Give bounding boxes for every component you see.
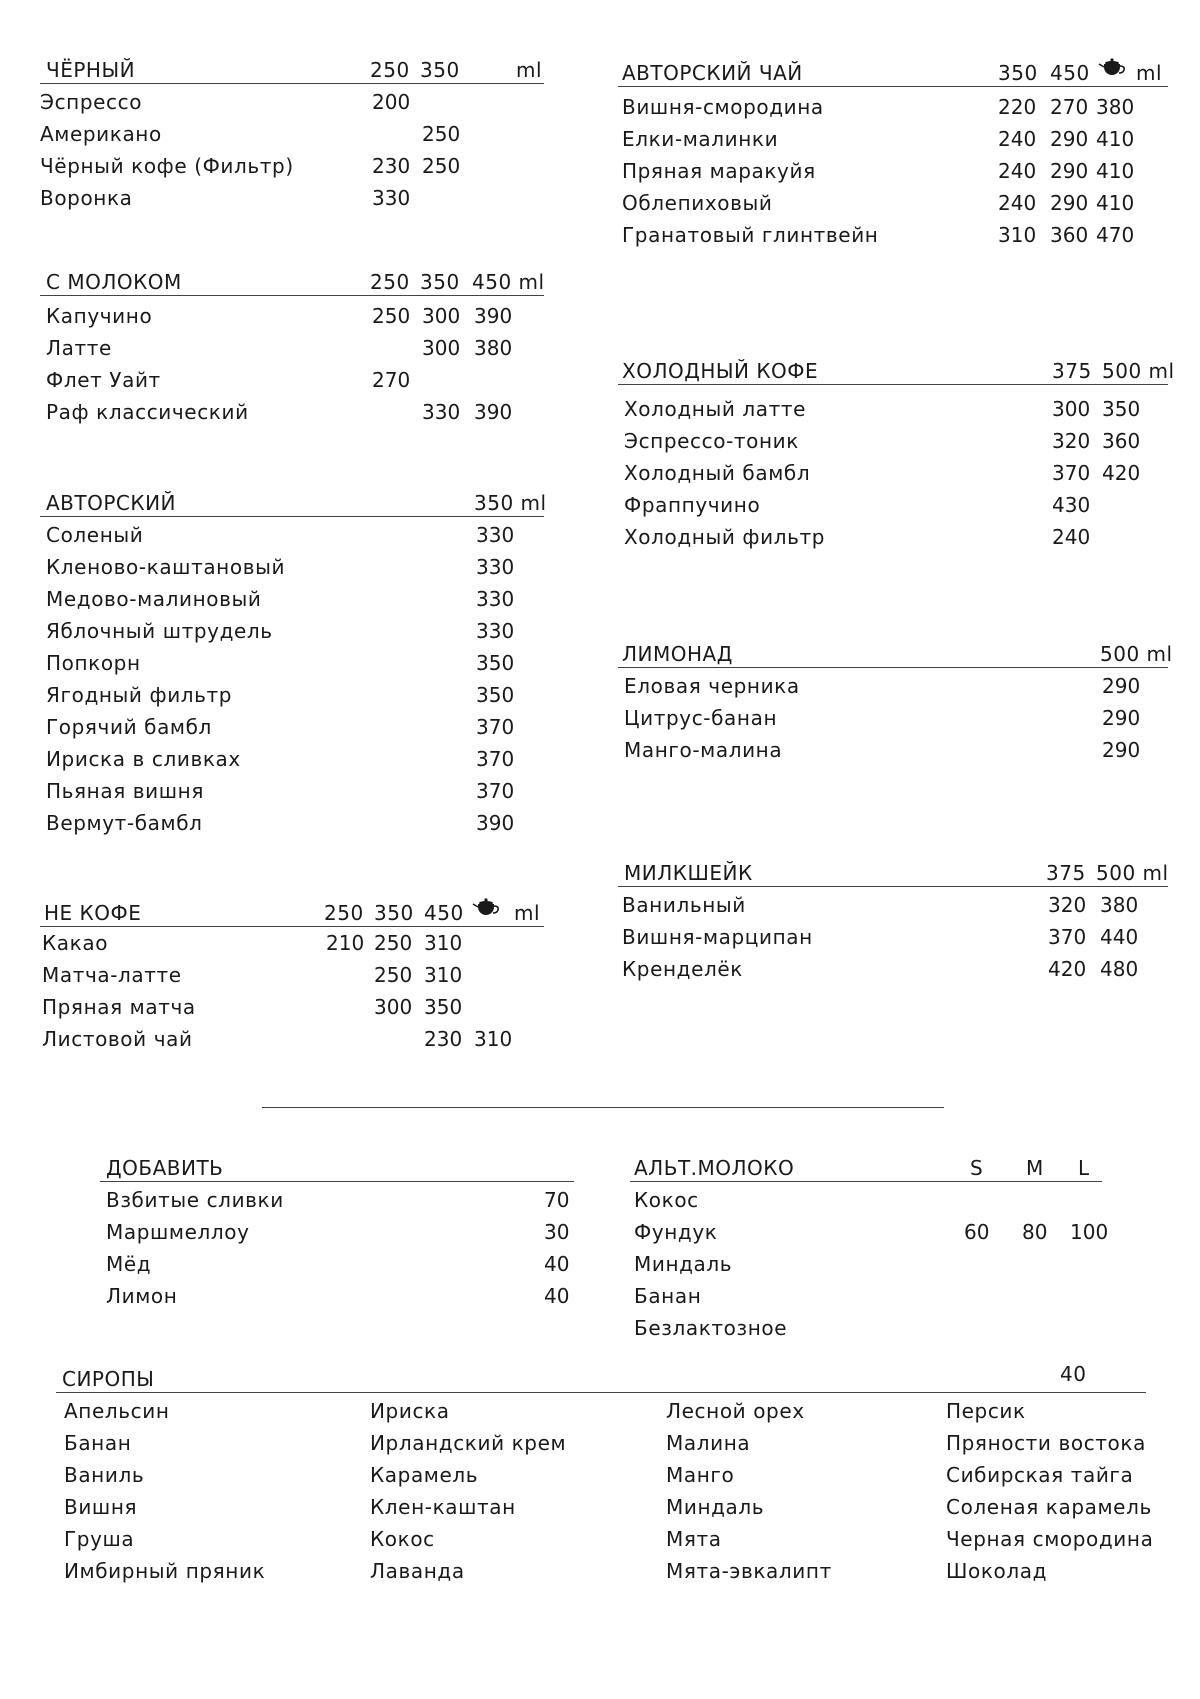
section-title: АВТОРСКИЙ [46, 491, 177, 515]
item-name: Ваниль [64, 1463, 145, 1487]
item-name: Манго-малина [624, 738, 783, 762]
item-price: 290 [1050, 159, 1089, 183]
item-price: 290 [1050, 127, 1089, 151]
menu-item [630, 1184, 1102, 1216]
item-name: Манго [666, 1463, 735, 1487]
item-price: 290 [1050, 191, 1089, 215]
item-name: Безлактозное [634, 1316, 788, 1340]
item-name: Елки-малинки [622, 127, 779, 151]
item-price: 40 [544, 1284, 570, 1308]
size-label: 250 [370, 58, 410, 82]
item-price: 350 [1102, 397, 1141, 421]
item-name: Латте [46, 336, 112, 360]
item-name: Кленово-каштановый [46, 555, 286, 579]
menu-item [40, 551, 544, 583]
menu-item [40, 743, 544, 775]
section-syrups [56, 1362, 1146, 1393]
item-price: 30 [544, 1220, 570, 1244]
section-header [100, 1155, 574, 1182]
item-price: 390 [476, 811, 515, 835]
item-name: Взбитые сливки [106, 1188, 284, 1212]
menu-item [618, 889, 1168, 921]
item-name: Клен-каштан [370, 1495, 516, 1519]
item-name: Кокос [370, 1527, 435, 1551]
item-name: Вишня-марципан [622, 925, 813, 949]
menu-item [40, 679, 544, 711]
item-name: Воронка [40, 186, 133, 210]
item-price: 320 [1048, 893, 1087, 917]
size-label: 450 ml [472, 270, 545, 294]
unit-label: ml [516, 58, 543, 82]
item-price: 350 [476, 683, 515, 707]
size-label: 250 [370, 270, 410, 294]
item-price: 250 [422, 154, 461, 178]
menu-item [40, 775, 544, 807]
section-milk [40, 269, 544, 428]
item-name: Черная смородина [946, 1527, 1154, 1551]
item-name: Пряности востока [946, 1431, 1146, 1455]
menu-item [618, 670, 1168, 702]
menu-item [40, 959, 544, 991]
section-header [618, 358, 1175, 385]
item-name: Пьяная вишня [46, 779, 204, 803]
item-price: 370 [1048, 925, 1087, 949]
item-price: 360 [1050, 223, 1089, 247]
menu-item [40, 150, 544, 182]
menu-item [618, 489, 1168, 521]
section-header [40, 269, 544, 296]
item-name: Капучино [46, 304, 153, 328]
menu-item [40, 615, 544, 647]
item-price: 320 [1052, 429, 1091, 453]
item-price: 250 [374, 963, 413, 987]
item-price: 310 [424, 963, 463, 987]
item-price: 270 [1050, 95, 1089, 119]
teapot-icon [1098, 55, 1128, 84]
item-name: Соленый [46, 523, 144, 547]
item-name: Холодный бамбл [624, 461, 811, 485]
menu-item [630, 1248, 1102, 1280]
item-name: Вишня [64, 1495, 138, 1519]
item-price: 300 [422, 336, 461, 360]
size-label: 350 [998, 61, 1038, 85]
item-price: 420 [1102, 461, 1141, 485]
item-price: 240 [998, 159, 1037, 183]
item-price: 390 [474, 304, 513, 328]
item-name: Гранатовый глинтвейн [622, 223, 879, 247]
item-price: 420 [1048, 957, 1087, 981]
item-price: 330 [476, 523, 515, 547]
item-name: Миндаль [634, 1252, 733, 1276]
item-price: 370 [476, 715, 515, 739]
item-name: Лаванда [370, 1559, 465, 1583]
item-name: Фундук [634, 1220, 718, 1244]
menu-item [618, 219, 1168, 251]
menu-item [618, 123, 1168, 155]
item-name: Облепиховый [622, 191, 773, 215]
section-title: АЛЬТ.МОЛОКО [634, 1156, 795, 1180]
item-price: 230 [424, 1027, 463, 1051]
item-name: Банан [64, 1431, 132, 1455]
item-name: Маршмеллоу [106, 1220, 250, 1244]
item-price: 330 [476, 619, 515, 643]
size-label: 450 [1050, 61, 1090, 85]
syrup-price: 40 [1060, 1362, 1087, 1386]
section-header [618, 860, 1168, 887]
item-price: 300 [374, 995, 413, 1019]
section-title: ЧЁРНЫЙ [46, 58, 136, 82]
menu-item [618, 393, 1168, 425]
item-price: 100 [1070, 1220, 1109, 1244]
item-price: 240 [998, 127, 1037, 151]
section-divider [262, 1107, 944, 1108]
item-name: Ириска [370, 1399, 450, 1423]
size-label: 375 [1052, 359, 1092, 383]
item-price: 200 [372, 90, 411, 114]
menu-item [40, 647, 544, 679]
menu-item [618, 702, 1168, 734]
unit-label: ml [1136, 61, 1163, 85]
menu-item [618, 457, 1168, 489]
section-alt-milk [630, 1155, 1109, 1344]
menu-item [100, 1248, 574, 1280]
item-price: 270 [372, 368, 411, 392]
item-name: Кокос [634, 1188, 699, 1212]
menu-item [40, 711, 544, 743]
section-header [618, 641, 1173, 668]
size-label: 500 ml [1100, 642, 1173, 666]
menu-item [40, 118, 544, 150]
section-header [630, 1155, 1102, 1182]
item-name: Лесной орех [666, 1399, 805, 1423]
item-price: 300 [1052, 397, 1091, 421]
section-cold-coffee [618, 358, 1175, 553]
menu-item [618, 521, 1168, 553]
item-name: Груша [64, 1527, 135, 1551]
item-price: 390 [474, 400, 513, 424]
menu-item [618, 155, 1168, 187]
item-name: Кренделёк [622, 957, 743, 981]
section-signature-tea [618, 60, 1168, 251]
menu-item [618, 921, 1168, 953]
menu-item [40, 364, 544, 396]
item-name: Лимон [106, 1284, 178, 1308]
item-price: 360 [1102, 429, 1141, 453]
item-price: 410 [1096, 127, 1135, 151]
menu-item [40, 300, 544, 332]
size-label: 375 [1046, 861, 1086, 885]
item-name: Листовой чай [42, 1027, 193, 1051]
section-milkshake [618, 860, 1168, 985]
item-price: 370 [476, 747, 515, 771]
menu-item [618, 187, 1168, 219]
menu-item [618, 734, 1168, 766]
item-price: 380 [474, 336, 513, 360]
size-label: 250 [324, 901, 364, 925]
item-price: 410 [1096, 159, 1135, 183]
item-name: Горячий бамбл [46, 715, 212, 739]
item-price: 330 [422, 400, 461, 424]
item-name: Мята-эвкалипт [666, 1559, 832, 1583]
item-price: 60 [964, 1220, 990, 1244]
menu-item [100, 1184, 574, 1216]
item-name: Эспрессо [40, 90, 143, 114]
size-label: 500 ml [1096, 861, 1169, 885]
menu-item [40, 1023, 544, 1055]
item-name: Холодный латте [624, 397, 807, 421]
item-name: Имбирный пряник [64, 1559, 266, 1583]
menu-item [40, 991, 544, 1023]
item-price: 370 [1052, 461, 1091, 485]
section-title: ХОЛОДНЫЙ КОФЕ [622, 359, 819, 383]
section-addons [100, 1155, 574, 1312]
item-name: Еловая черника [624, 674, 800, 698]
item-price: 300 [422, 304, 461, 328]
section-header [40, 490, 547, 517]
item-name: Вермут-бамбл [46, 811, 203, 835]
size-label: 350 [374, 901, 414, 925]
size-label: 350 [420, 270, 460, 294]
section-black [40, 57, 544, 214]
item-price: 410 [1096, 191, 1135, 215]
item-name: Эспрессо-тоник [624, 429, 799, 453]
teapot-icon [472, 895, 502, 924]
item-price: 310 [474, 1027, 513, 1051]
item-name: Апельсин [64, 1399, 170, 1423]
section-title: АВТОРСКИЙ ЧАЙ [622, 61, 803, 85]
item-price: 290 [1102, 706, 1141, 730]
menu-item [618, 953, 1168, 985]
item-name: Холодный фильтр [624, 525, 826, 549]
item-name: Медово-малиновый [46, 587, 262, 611]
item-price: 370 [476, 779, 515, 803]
item-name: Чёрный кофе (Фильтр) [40, 154, 294, 178]
item-price: 240 [1052, 525, 1091, 549]
item-name: Мёд [106, 1252, 152, 1276]
item-price: 70 [544, 1188, 570, 1212]
item-price: 380 [1096, 95, 1135, 119]
unit-label: ml [514, 901, 541, 925]
item-name: Ванильный [622, 893, 746, 917]
item-name: Пряная матча [42, 995, 196, 1019]
item-price: 310 [424, 931, 463, 955]
size-label: L [1078, 1156, 1090, 1180]
menu-item [100, 1280, 574, 1312]
item-name: Американо [40, 122, 162, 146]
size-label: 350 [420, 58, 460, 82]
item-price: 290 [1102, 738, 1141, 762]
item-price: 470 [1096, 223, 1135, 247]
item-name: Миндаль [666, 1495, 765, 1519]
item-price: 80 [1022, 1220, 1048, 1244]
item-price: 440 [1100, 925, 1139, 949]
item-price: 310 [998, 223, 1037, 247]
section-header [56, 1362, 1146, 1393]
size-label: M [1026, 1156, 1044, 1180]
section-title: НЕ КОФЕ [44, 901, 142, 925]
item-name: Матча-латте [42, 963, 182, 987]
menu-item [40, 396, 544, 428]
item-price: 250 [372, 304, 411, 328]
menu-item [630, 1312, 1102, 1344]
section-not-coffee [40, 900, 544, 1055]
item-name: Карамель [370, 1463, 479, 1487]
item-price: 350 [424, 995, 463, 1019]
menu-item [40, 807, 544, 839]
item-name: Цитрус-банан [624, 706, 778, 730]
item-name: Ирландский крем [370, 1431, 567, 1455]
item-name: Раф классический [46, 400, 249, 424]
menu-item [40, 332, 544, 364]
item-price: 330 [476, 555, 515, 579]
item-price: 290 [1102, 674, 1141, 698]
menu-item [100, 1216, 574, 1248]
section-header [618, 60, 1168, 87]
menu-item [40, 583, 544, 615]
size-label: S [970, 1156, 984, 1180]
menu-item [618, 91, 1168, 123]
item-price: 230 [372, 154, 411, 178]
section-signature [40, 490, 547, 839]
section-header [40, 900, 544, 927]
item-name: Флет Уайт [46, 368, 161, 392]
item-name: Ириска в сливках [46, 747, 241, 771]
item-name: Ягодный фильтр [46, 683, 233, 707]
size-label: 450 [424, 901, 464, 925]
item-price: 250 [422, 122, 461, 146]
item-name: Малина [666, 1431, 751, 1455]
menu-item [40, 182, 544, 214]
item-price: 250 [374, 931, 413, 955]
section-title: ЛИМОНАД [622, 642, 733, 666]
size-label: 500 ml [1102, 359, 1175, 383]
menu-item [40, 927, 544, 959]
item-name: Шоколад [946, 1559, 1048, 1583]
item-price: 220 [998, 95, 1037, 119]
section-lemonade [618, 641, 1173, 766]
section-title: ДОБАВИТЬ [106, 1156, 224, 1180]
item-price: 210 [326, 931, 365, 955]
section-title: МИЛКШЕЙК [624, 861, 753, 885]
size-label: 350 ml [474, 491, 547, 515]
item-name: Сибирская тайга [946, 1463, 1134, 1487]
item-price: 40 [544, 1252, 570, 1276]
item-name: Пряная маракуйя [622, 159, 816, 183]
item-name: Мята [666, 1527, 722, 1551]
menu-item [618, 425, 1168, 457]
item-price: 430 [1052, 493, 1091, 517]
item-name: Банан [634, 1284, 702, 1308]
menu-item [630, 1280, 1102, 1312]
menu-item [40, 86, 544, 118]
item-price: 380 [1100, 893, 1139, 917]
item-price: 480 [1100, 957, 1139, 981]
item-name: Фраппучино [624, 493, 761, 517]
item-name: Какао [42, 931, 109, 955]
section-title: С МОЛОКОМ [46, 270, 182, 294]
item-price: 240 [998, 191, 1037, 215]
item-price: 330 [476, 587, 515, 611]
section-header [40, 57, 544, 84]
item-name: Попкорн [46, 651, 141, 675]
menu-item [40, 519, 544, 551]
item-name: Персик [946, 1399, 1026, 1423]
menu-item [630, 1216, 1109, 1248]
section-title: СИРОПЫ [62, 1367, 155, 1391]
item-name: Соленая карамель [946, 1495, 1152, 1519]
item-price: 330 [372, 186, 411, 210]
item-name: Вишня-смородина [622, 95, 824, 119]
item-name: Яблочный штрудель [46, 619, 273, 643]
item-price: 350 [476, 651, 515, 675]
